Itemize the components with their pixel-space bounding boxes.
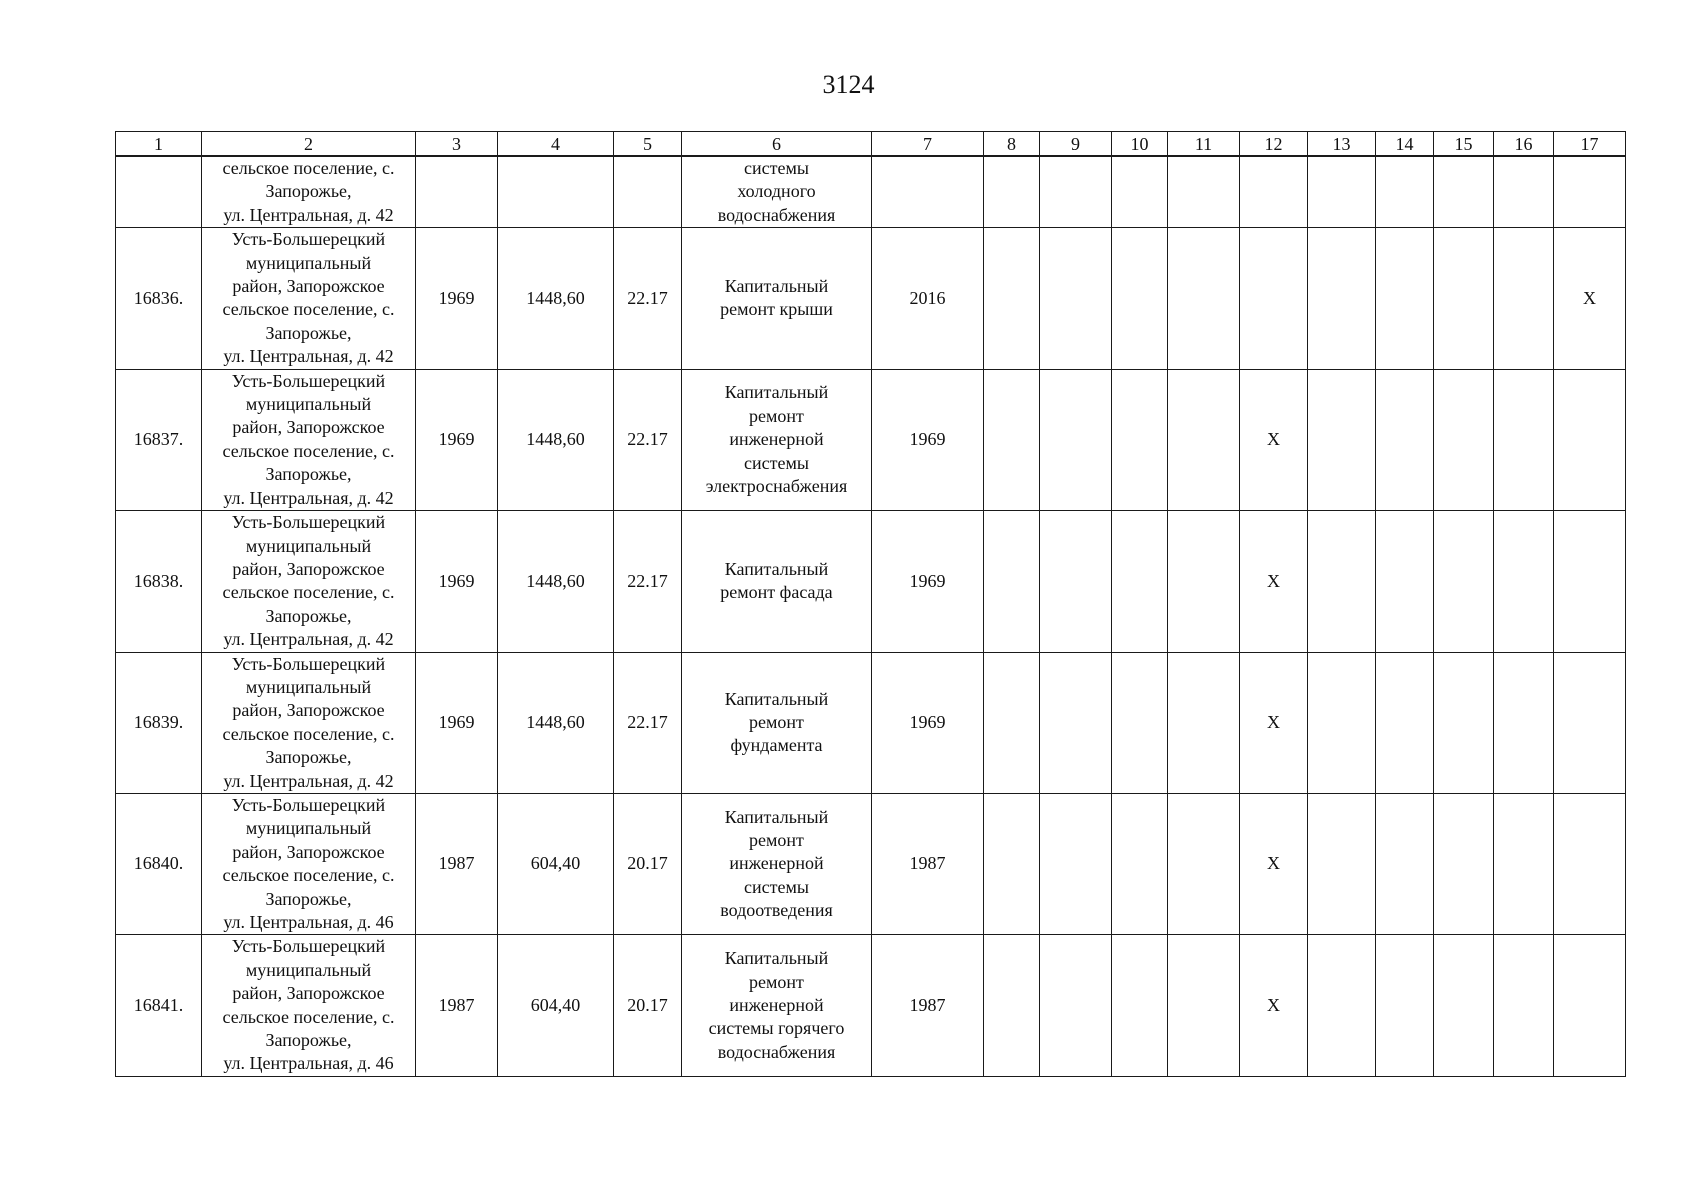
area-cell: 1448,60 <box>498 511 614 652</box>
mark-cell <box>1240 228 1308 369</box>
column-header: 5 <box>614 132 682 157</box>
mark-cell <box>1112 228 1168 369</box>
mark-cell <box>1554 793 1626 934</box>
mark-cell <box>1434 652 1494 793</box>
column-header: 10 <box>1112 132 1168 157</box>
year-built-cell: 1987 <box>416 935 498 1076</box>
table-row <box>116 652 1626 793</box>
mark-cell <box>1434 935 1494 1076</box>
row-number-cell <box>116 156 202 228</box>
column-header: 2 <box>202 132 416 157</box>
column-header: 12 <box>1240 132 1308 157</box>
mark-cell: X <box>1240 935 1308 1076</box>
mark-cell <box>984 511 1040 652</box>
year-cell: 1987 <box>872 935 984 1076</box>
repair-schedule-table <box>115 131 1626 1077</box>
mark-cell <box>1040 228 1112 369</box>
mark-cell <box>984 369 1040 510</box>
mark-cell <box>1376 156 1434 228</box>
row-number-cell: 16841. <box>116 935 202 1076</box>
work-type-cell: системы холодного водоснабжения <box>682 156 872 228</box>
mark-cell <box>1494 511 1554 652</box>
area-cell <box>498 156 614 228</box>
column-header: 15 <box>1434 132 1494 157</box>
row-number-cell: 16836. <box>116 228 202 369</box>
column-header: 16 <box>1494 132 1554 157</box>
mark-cell <box>984 793 1040 934</box>
column-header: 8 <box>984 132 1040 157</box>
address-cell: Усть-Большерецкий муниципальный район, Запорожское сельское поселение, с. Запорожье, ул. Центральная, д. 42 <box>202 652 416 793</box>
area-cell: 1448,60 <box>498 652 614 793</box>
address-cell: Усть-Большерецкий муниципальный район, Запорожское сельское поселение, с. Запорожье, ул. Центральная, д. 42 <box>202 369 416 510</box>
row-number-cell: 16838. <box>116 511 202 652</box>
mark-cell <box>1376 793 1434 934</box>
mark-cell <box>984 156 1040 228</box>
mark-cell <box>1434 156 1494 228</box>
mark-cell: X <box>1554 228 1626 369</box>
mark-cell <box>1168 228 1240 369</box>
mark-cell <box>1168 652 1240 793</box>
mark-cell <box>1168 156 1240 228</box>
address-cell: сельское поселение, с. Запорожье, ул. Центральная, д. 42 <box>202 156 416 228</box>
work-type-cell: Капитальный ремонт фундамента <box>682 652 872 793</box>
mark-cell <box>1308 228 1376 369</box>
mark-cell <box>1168 511 1240 652</box>
year-cell: 1969 <box>872 652 984 793</box>
column-header: 4 <box>498 132 614 157</box>
row-number-cell: 16839. <box>116 652 202 793</box>
table-row <box>116 369 1626 510</box>
area-cell: 1448,60 <box>498 369 614 510</box>
mark-cell <box>1494 369 1554 510</box>
table-body <box>116 156 1626 1076</box>
mark-cell <box>1494 935 1554 1076</box>
mark-cell <box>1434 228 1494 369</box>
mark-cell <box>1040 369 1112 510</box>
mark-cell <box>1554 511 1626 652</box>
address-cell: Усть-Большерецкий муниципальный район, Запорожское сельское поселение, с. Запорожье, ул. Центральная, д. 42 <box>202 228 416 369</box>
column-header: 1 <box>116 132 202 157</box>
column-header: 17 <box>1554 132 1626 157</box>
table-row <box>116 156 1626 228</box>
area-cell: 604,40 <box>498 793 614 934</box>
mark-cell <box>1434 511 1494 652</box>
mark-cell <box>1168 793 1240 934</box>
code-cell: 22.17 <box>614 511 682 652</box>
mark-cell: X <box>1240 369 1308 510</box>
column-header: 11 <box>1168 132 1240 157</box>
year-built-cell: 1969 <box>416 511 498 652</box>
mark-cell <box>1040 793 1112 934</box>
mark-cell <box>1494 793 1554 934</box>
mark-cell <box>1308 156 1376 228</box>
mark-cell <box>984 228 1040 369</box>
mark-cell <box>1376 369 1434 510</box>
column-number-header <box>116 132 1626 157</box>
year-cell: 2016 <box>872 228 984 369</box>
mark-cell <box>1554 369 1626 510</box>
year-built-cell: 1969 <box>416 228 498 369</box>
page-number: 3124 <box>822 70 875 99</box>
mark-cell <box>1434 793 1494 934</box>
column-header: 14 <box>1376 132 1434 157</box>
mark-cell <box>1308 369 1376 510</box>
mark-cell: X <box>1240 652 1308 793</box>
mark-cell <box>1168 369 1240 510</box>
code-cell <box>614 156 682 228</box>
mark-cell <box>1554 156 1626 228</box>
mark-cell <box>1112 156 1168 228</box>
mark-cell <box>1376 652 1434 793</box>
column-header: 6 <box>682 132 872 157</box>
mark-cell <box>1112 652 1168 793</box>
mark-cell: X <box>1240 793 1308 934</box>
mark-cell <box>1112 935 1168 1076</box>
year-built-cell: 1987 <box>416 793 498 934</box>
area-cell: 604,40 <box>498 935 614 1076</box>
mark-cell <box>1308 935 1376 1076</box>
address-cell: Усть-Большерецкий муниципальный район, Запорожское сельское поселение, с. Запорожье, ул. Центральная, д. 46 <box>202 935 416 1076</box>
mark-cell <box>1112 511 1168 652</box>
column-header: 9 <box>1040 132 1112 157</box>
work-type-cell: Капитальный ремонт крыши <box>682 228 872 369</box>
mark-cell <box>1434 369 1494 510</box>
mark-cell <box>1112 793 1168 934</box>
mark-cell <box>1494 652 1554 793</box>
year-built-cell <box>416 156 498 228</box>
code-cell: 20.17 <box>614 793 682 934</box>
year-cell: 1969 <box>872 511 984 652</box>
year-built-cell: 1969 <box>416 369 498 510</box>
work-type-cell: Капитальный ремонт инженерной системы горячего водоснабжения <box>682 935 872 1076</box>
mark-cell <box>1040 156 1112 228</box>
year-cell: 1969 <box>872 369 984 510</box>
mark-cell <box>1308 511 1376 652</box>
mark-cell <box>984 935 1040 1076</box>
work-type-cell: Капитальный ремонт инженерной системы водоотведения <box>682 793 872 934</box>
mark-cell <box>1494 156 1554 228</box>
mark-cell <box>1376 935 1434 1076</box>
code-cell: 20.17 <box>614 935 682 1076</box>
code-cell: 22.17 <box>614 228 682 369</box>
year-cell <box>872 156 984 228</box>
mark-cell <box>1240 156 1308 228</box>
table-row <box>116 228 1626 369</box>
mark-cell <box>1554 652 1626 793</box>
mark-cell <box>1040 935 1112 1076</box>
mark-cell <box>1554 935 1626 1076</box>
code-cell: 22.17 <box>614 652 682 793</box>
address-cell: Усть-Большерецкий муниципальный район, Запорожское сельское поселение, с. Запорожье, ул. Центральная, д. 42 <box>202 511 416 652</box>
table-row <box>116 511 1626 652</box>
mark-cell <box>1308 793 1376 934</box>
row-number-cell: 16837. <box>116 369 202 510</box>
code-cell: 22.17 <box>614 369 682 510</box>
work-type-cell: Капитальный ремонт инженерной системы электроснабжения <box>682 369 872 510</box>
address-cell: Усть-Большерецкий муниципальный район, Запорожское сельское поселение, с. Запорожье, ул. Центральная, д. 46 <box>202 793 416 934</box>
work-type-cell: Капитальный ремонт фасада <box>682 511 872 652</box>
area-cell: 1448,60 <box>498 228 614 369</box>
year-cell: 1987 <box>872 793 984 934</box>
mark-cell <box>1112 369 1168 510</box>
mark-cell <box>1040 511 1112 652</box>
mark-cell <box>1308 652 1376 793</box>
mark-cell <box>1168 935 1240 1076</box>
mark-cell: X <box>1240 511 1308 652</box>
mark-cell <box>984 652 1040 793</box>
mark-cell <box>1376 511 1434 652</box>
mark-cell <box>1040 652 1112 793</box>
table-row <box>116 793 1626 934</box>
column-header: 13 <box>1308 132 1376 157</box>
year-built-cell: 1969 <box>416 652 498 793</box>
column-header: 3 <box>416 132 498 157</box>
row-number-cell: 16840. <box>116 793 202 934</box>
table-row <box>116 935 1626 1076</box>
mark-cell <box>1376 228 1434 369</box>
column-header: 7 <box>872 132 984 157</box>
mark-cell <box>1494 228 1554 369</box>
